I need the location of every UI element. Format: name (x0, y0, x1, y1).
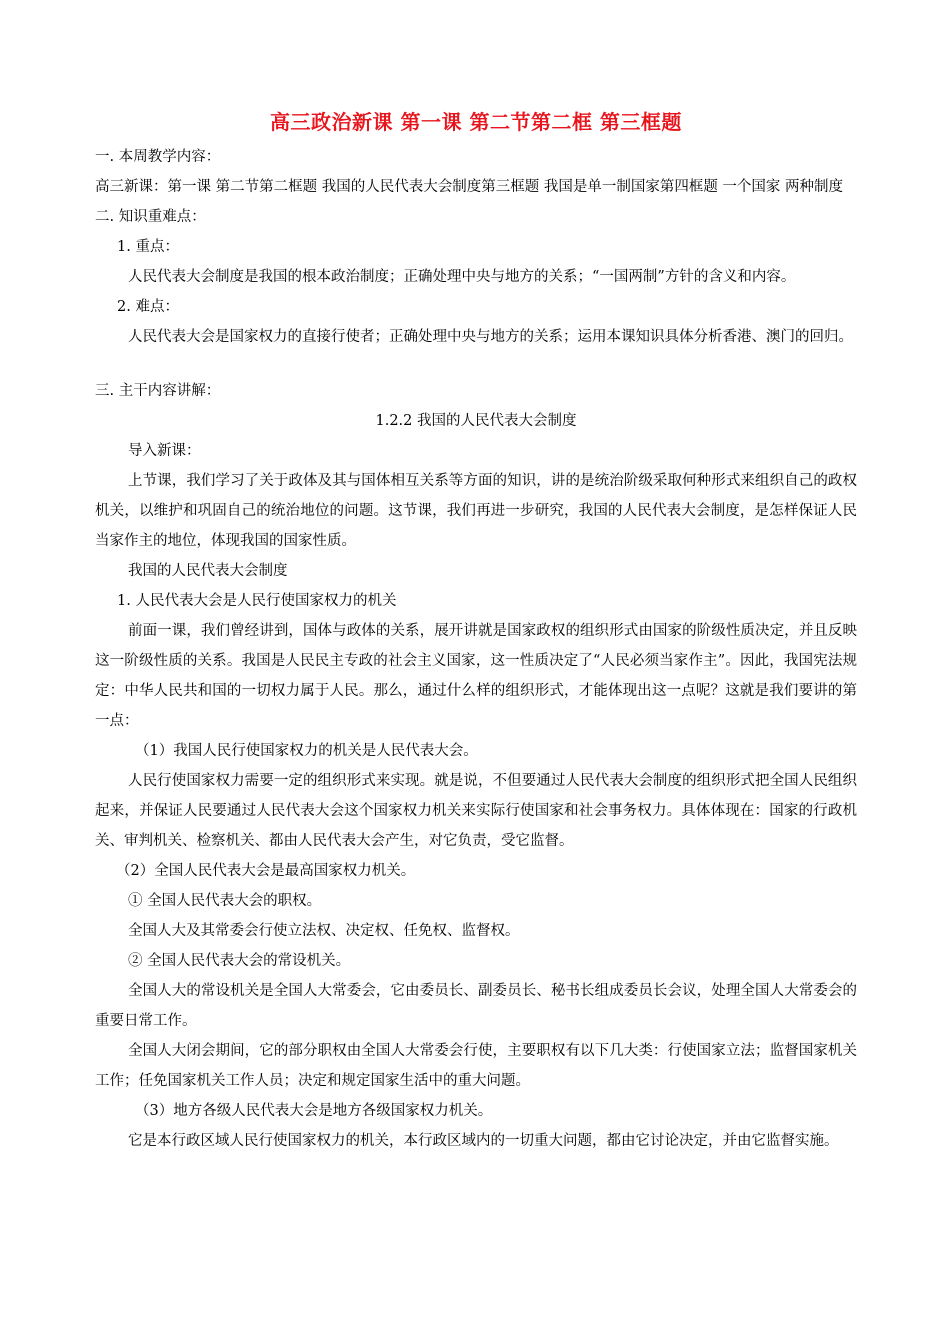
paragraph-difficult-points: 人民代表大会是国家权力的直接行使者；正确处理中央与地方的关系；运用本课知识具体分析香港、澳门的回归。 (128, 329, 853, 345)
subheading-point-1: 1. 人民代表大会是人民行使国家权力的机关 (117, 593, 397, 609)
lesson-subtitle: 1.2.2 我国的人民代表大会制度 (375, 413, 577, 429)
section-heading-2: 二. 知识重难点： (95, 209, 206, 225)
section-heading-3: 三. 主干内容讲解： (95, 383, 221, 399)
paragraph-course-content: 高三新课：第一课 第二节第二框题 我国的人民代表大会制度第三框题 我国是单一制国家第四框题 一个国家 两种制度 (95, 179, 844, 195)
paragraph-intro-label: 导入新课： (128, 443, 201, 459)
subheading-difficult-points: 2. 难点： (117, 299, 179, 315)
paragraph-circle-2a: 全国人大的常设机关是全国人大常委会，它由委员长、副委员长、秘书长组成委员长会议，处理全国人大常委会的重要日常工作。 (95, 983, 857, 1029)
paragraph-item-1: 人民行使国家权力需要一定的组织形式来实现。就是说，不但要通过人民代表大会制度的组织形式把全国人民组织起来，并保证人民要通过人民代表大会这个国家权力机关来实际行使国家和社会事务权力。具体体现在：国家的行政机关、审判机关、检察机关、都由人民代表大会产生，对它负责，受它监督。 (95, 773, 857, 849)
subheading-item-1: （1）我国人民行使国家权力的机关是人民代表大会。 (135, 743, 478, 759)
subheading-key-points: 1. 重点： (117, 239, 179, 255)
paragraph-point-1: 前面一课，我们曾经讲到，国体与政体的关系，展开讲就是国家政权的组织形式由国家的阶级性质决定，并且反映这一阶级性质的关系。我国是人民民主专政的社会主义国家，这一性质决定了“人民必须当家作主”。因此，我国宪法规定：中华人民共和国的一切权力属于人民。那么，通过什么样的组织形式，才能体现出这一点呢？这就是我们要讲的第一点： (95, 623, 857, 729)
paragraph-topic: 我国的人民代表大会制度 (128, 563, 288, 579)
subheading-item-2: （2）全国人民代表大会是最高国家权力机关。 (116, 863, 416, 879)
paragraph-intro: 上节课，我们学习了关于政体及其与国体相互关系等方面的知识，讲的是统治阶级采取何种形式来组织自己的政权机关，以维护和巩固自己的统治地位的问题。这节课，我们再进一步研究，我国的人民代表大会制度，是怎样保证人民当家作主的地位，体现我国的国家性质。 (95, 473, 857, 549)
document-title: 高三政治新课 第一课 第二节第二框 第三框题 (270, 110, 682, 134)
subheading-item-3: （3）地方各级人民代表大会是地方各级国家权力机关。 (135, 1103, 493, 1119)
paragraph-circle-2b: 全国人大闭会期间，它的部分职权由全国人大常委会行使，主要职权有以下几大类：行使国家立法；监督国家机关工作；任免国家机关工作人员；决定和规定国家生活中的重大问题。 (95, 1043, 857, 1089)
subheading-circle-2: ② 全国人民代表大会的常设机关。 (128, 953, 351, 969)
paragraph-key-points: 人民代表大会制度是我国的根本政治制度；正确处理中央与地方的关系；“一国两制”方针的含义和内容。 (128, 269, 796, 285)
subheading-circle-1: ① 全国人民代表大会的职权。 (128, 893, 322, 909)
blank-line (95, 352, 857, 376)
section-heading-1: 一. 本周教学内容： (95, 149, 221, 165)
paragraph-circle-1: 全国人大及其常委会行使立法权、决定权、任免权、监督权。 (128, 923, 520, 939)
paragraph-item-3: 它是本行政区域人民行使国家权力的机关，本行政区域内的一切重大问题，都由它讨论决定，并由它监督实施。 (128, 1133, 839, 1149)
document-page (95, 104, 857, 1156)
